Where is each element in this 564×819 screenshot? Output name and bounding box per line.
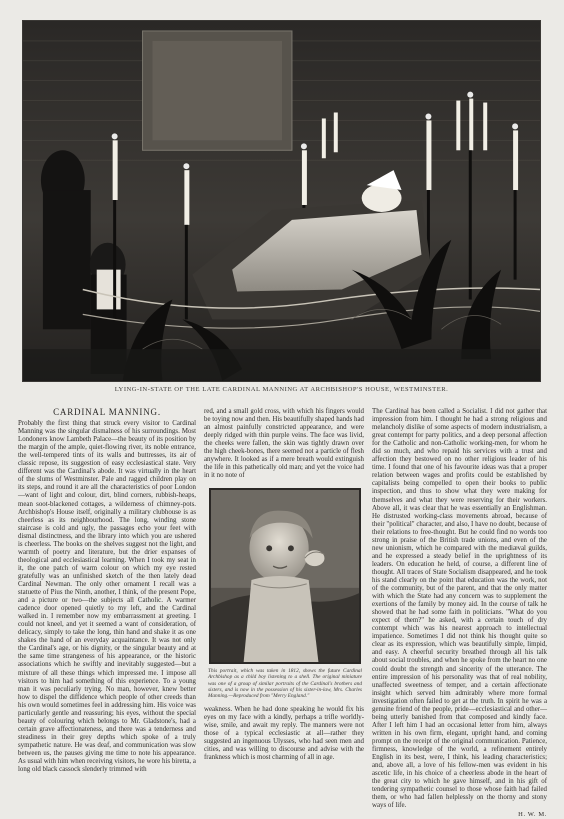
article-middle-top-paragraph: red, and a small gold cross, with which his fingers would be toying now and then. His beautifully shaped hands had an almost painfully constricted appearance, and were deeply ridged with thin purple veins. The face was livid, the cheeks were fallen, the skin was tightly drawn over the high cheek-bones, there seemed not a particle of flesh anywhere. It looked as if a mere breath would extinguish the life in this pathetically old man; and yet the voice had in it no note of <box>204 408 364 480</box>
child-portrait-image <box>209 488 361 664</box>
lying-in-state-engraving <box>22 20 541 382</box>
portrait-caption: This portrait, which was taken in 1812, shows the future Cardinal Archbishop as a child boy listening to a shell. The original miniature was one of a group of similar portraits of the Cardinal's brothers and sisters, and is now in the possession of his sister-in-law, Mrs. Charles Manning.—Reproduced from "Merry England." <box>208 668 362 700</box>
article-left-text: Probably the first thing that struck every visitor to Cardinal Manning was the singular dismalness of his surroundings. Most Londoners know Lambeth Palace—the beauty of its position by the margin of the ample, quiet-flowing river, its noble entrance, the well-tempered tints of its walls and buttresses, its air of classic repose, its suggestion of easy ecclesiastical state. Very different was the Cardinal's abode. It was virtually in the heart of the slums of Westminster. Pale and ragged children play on its steps, and round it are all the characteristics of poor London—want of light and colour, dirt, blind corners, rubbish-heaps, mean soot-blackened cottages, a wilderness of chimney-pots. Archbishop's House itself, originally a military clubhouse is as cheerless as its neighbourhood. The long, winding stone staircase is cold and ugly, the passages echo your feet with dismal distinctness, and the library into which you are ushered is cheerless. The books on the shelves suggest not the light, and warmth of poetry and literature, but the drier expanses of theological and ecclesiastical learning. When I took my seat in it, the one patch of warm colour on which my eye rested gratefully was an unfinished sketch of the then lately dead Cardinal Newman. The only other ornament I recall was a statuette of Pius the Ninth, another, I think, of the present Pope, and a picture or two—the subjects all Catholic. A warmer cadence door opened quietly to my left, and the Cardinal walked in. I remember now my embarrassment at greeting. I could not kneel, and yet it seemed a want of consideration, of delicacy, simply to take the long, thin hand and shake it as one shakes the hand of an everyday acquaintance. It was not only the Cardinal's age, or his dignity, or the singular beauty and at the same time strangeness of his appearance, or the historic associations which he swiftly and inevitably suggested—but a mixture of all these things which impressed me. I impose all visitors to him had something of this experience. To a young man it was peculiarly trying. No man, however, knew better how to dispel the diffidence which people of other creeds than his own would sometimes feel in addressing him. His voice was particularly gentle and reassuring; his eyes, without the special beauty of colouring which belongs to Mr. Gladstone's, had a certain grave affectionateness, and there was a tenderness and steadiness in their grey depths which spoke of a truly sympathetic nature. He was deaf, and communication was slow between us, the pauses giving me time to note his appearance. As usual with him when receiving visitors, he wore his biretta, a long old black cassock slenderly trimmed with <box>18 420 196 774</box>
lying-in-state-illustration <box>23 21 540 381</box>
article-right-text: The Cardinal has been called a Socialist. I did not gather that impression from him. I thought he had a strong religious and melancholy dislike of some aspects of modern industrialism, a great contempt for party politics, and a deep personal affection for the Catholic and non-Catholic working-men, for whom he did so much, and who repaid his services with a trust and affection they bestowed on no other religious leader of his time. I found that one of his favourite ideas was that a proper relation between wages and profits could be established by capitalists being compelled to open their books to public inspection, and thus to show what they were making for themselves and what they were reserving for their workers. Above all, it was clear that he was essentially an Englishman. He distrusted working-class movements abroad, because of their "political" character, and also, I have no doubt, because of their relations to free-thought. But he could find no words too strong in praise of the British trade unions, and even of the new unionism, which he compared with the mediæval guilds, and he expressed a steady belief in the uprightness of its leaders. On education he held, of course, a different line of thought. All traces of State Socialism disappeared, and he took his stand clearly on the point that education was the work, not of the community, but of the parent, and that the only matter with which the State had any concern was to supplement the exertions of the family by money aid. In the course of talk he showed that he had some faith in politicians. "What do you expect of them?" he asked, with a certain touch of dry contempt which was his nearest approach to intellectual impatience. Sometimes I did not think his thought quite so clear as its expression, which was beautifully simple, limpid, and easy. A cheerful security breathed through all his talk about social troubles, and when he spoke from the heart no one could doubt the strength and sincerity of the utterance. The entire impression of his personality was that of real nobility, unaffected sweetness of temper, and a certain affectionate insight which served him admirably where more formal investigation often failed to get at the truth. In spirit he was a genuine friend of the people, pride—ecclesiastical and other—being utterly banished from that composed and kindly face. After I left him I had an occasional letter from him, always written in his own firm, elegant, upright hand, and coming prompt on the receipt of the original communication. Patience, firmness, knowledge of the world, a refinement entirely English in its best, were, I think, his leading characteristics; and, above all, a love of his fellow-men was evident in his ascetic life, in his choice of a cheerless abode in the heart of the great city to which he gave himself, and in his gift of tendering sympathetic counsel to those whose faith had failed them, or who had fallen helplessly on the thorny and stony ways of life. <box>372 408 547 810</box>
article-middle-bottom-paragraph: weakness. When he had done speaking he would fix his eyes on my face with a kindly, perhaps a trifle worldly-wise, smile, and await my reply. The manners were not those of a typical ecclesiastic at all—rather they suggested an ingenuous Ulysses, who had seen men and cities, and was willing to discourse and advise with the frankness which is most charming of all in age. <box>204 706 364 762</box>
top-illustration-caption: LYING-IN-STATE OF THE LATE CARDINAL MANNING AT ARCHBISHOP'S HOUSE, WESTMINSTER. <box>114 386 449 393</box>
article-signoff: H. W. M. <box>518 811 547 819</box>
article-middle-bottom-text <box>204 706 364 794</box>
article-left-column <box>18 408 196 794</box>
child-portrait-illustration <box>210 489 360 663</box>
article-middle-top-text <box>204 408 364 484</box>
article-right-column <box>372 408 547 819</box>
article-heading: CARDINAL MANNING. <box>53 407 161 417</box>
